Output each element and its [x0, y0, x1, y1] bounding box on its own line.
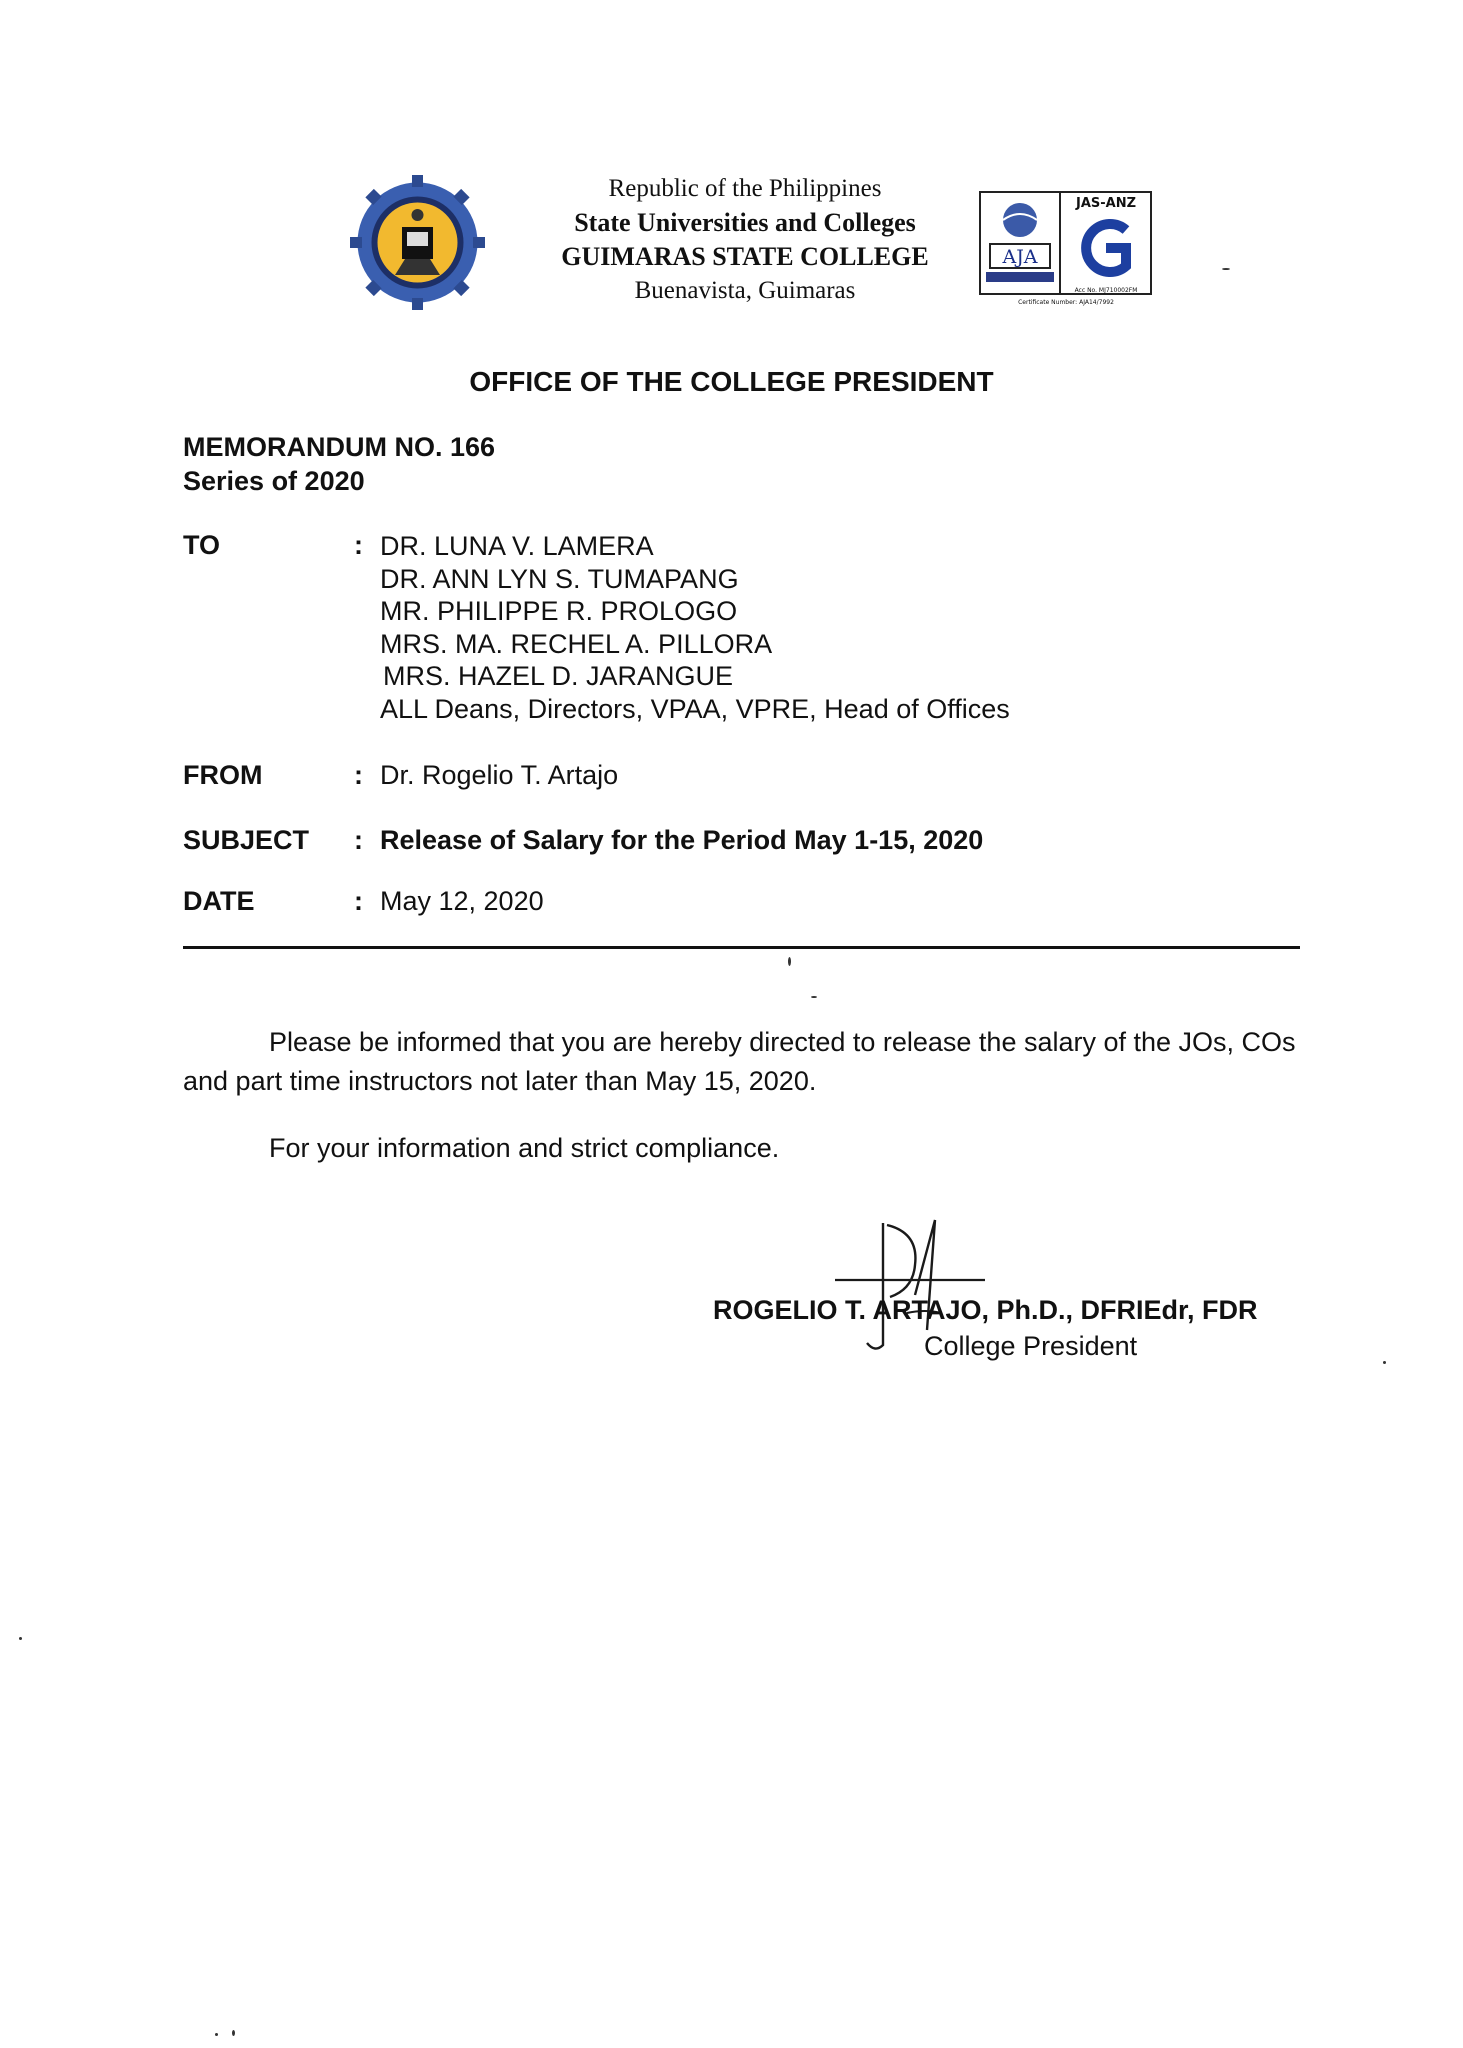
memo-series: Series of 2020	[183, 466, 365, 496]
date-colon: :	[354, 886, 363, 916]
svg-text:AJA: AJA	[1002, 246, 1038, 268]
to-label: TO	[183, 530, 221, 560]
subject-value: Release of Salary for the Period May 1-15, 2020	[380, 825, 984, 855]
memo-heading	[183, 430, 495, 498]
office-title: OFFICE OF THE COLLEGE PRESIDENT	[469, 366, 994, 397]
scan-speck	[232, 2030, 235, 2036]
recipient: MRS. HAZEL D. JARANGUE	[383, 661, 734, 691]
recipient: DR. ANN LYN S. TUMAPANG	[380, 563, 739, 594]
scan-speck	[811, 996, 817, 998]
body-paragraph-2: For your information and strict compliance.	[269, 1133, 780, 1163]
from-value: Dr. Rogelio T. Artajo	[380, 760, 619, 790]
certification-badge-icon	[978, 190, 1153, 308]
date-label: DATE	[183, 886, 255, 916]
to-colon: :	[354, 530, 363, 560]
date-value: May 12, 2020	[380, 886, 544, 916]
letterhead-line-2: State Universities and Colleges	[574, 208, 916, 237]
from-label: FROM	[183, 760, 263, 790]
signatory-name: ROGELIO T. ARTAJO, Ph.D., DFRIEdr, FDR	[713, 1295, 1258, 1325]
letterhead-line-4: Buenavista, Guimaras	[634, 277, 856, 304]
scan-speck	[1383, 1361, 1386, 1364]
letterhead	[520, 172, 970, 308]
signatory-title: College President	[924, 1331, 1138, 1361]
subject-colon: :	[354, 825, 363, 855]
from-colon: :	[354, 760, 363, 790]
scan-speck	[788, 957, 791, 966]
recipient: MRS. MA. RECHEL A. PILLORA	[380, 628, 773, 659]
to-recipients	[380, 530, 1010, 725]
svg-text:Certificate Number: AJA14/7992: Certificate Number: AJA14/7992	[1018, 299, 1114, 306]
memo-number: MEMORANDUM NO. 166	[183, 432, 496, 462]
scan-speck	[19, 1637, 22, 1640]
svg-text:Acc No. MJ710002FM: Acc No. MJ710002FM	[1074, 287, 1138, 294]
letterhead-line-1: Republic of the Philippines	[608, 175, 882, 202]
body-paragraph-1: Please be informed that you are hereby directed to release the salary of the JOs, COs and part time instructors not later than May 15, 2020.	[183, 1027, 1296, 1096]
scan-speck	[1222, 268, 1230, 270]
recipient: ALL Deans, Directors, VPAA, VPRE, Head of Offices	[380, 693, 1010, 724]
scan-speck	[215, 2033, 218, 2036]
college-seal-icon	[350, 175, 485, 310]
svg-text:JAS-ANZ: JAS-ANZ	[1075, 196, 1137, 211]
subject-label: SUBJECT	[183, 825, 310, 855]
recipient: DR. LUNA V. LAMERA	[380, 531, 654, 561]
recipient: MR. PHILIPPE R. PROLOGO	[380, 596, 738, 626]
header-divider	[183, 946, 1300, 949]
letterhead-line-3: GUIMARAS STATE COLLEGE	[561, 242, 929, 271]
